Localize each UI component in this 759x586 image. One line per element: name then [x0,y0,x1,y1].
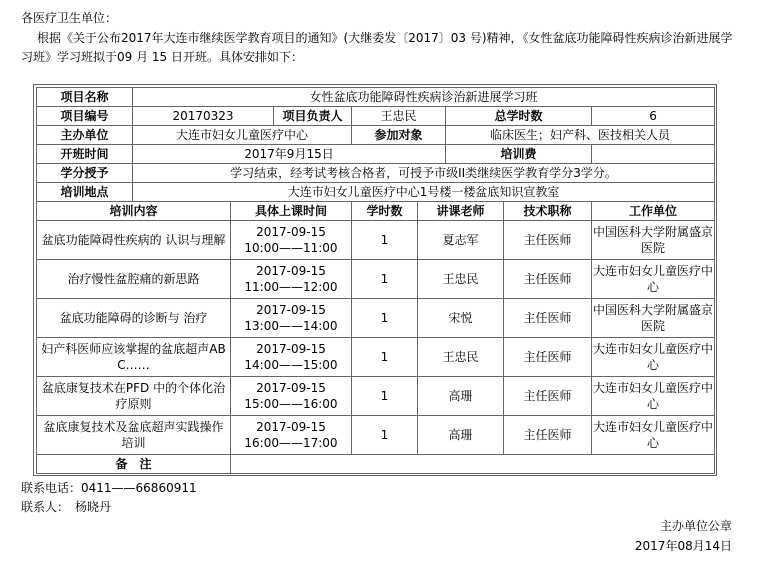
row-teacher: 高珊 [418,416,504,455]
fee-value [592,145,715,164]
column-header-hours: 学时数 [352,202,418,221]
column-header-unit: 工作单位 [592,202,715,221]
info-row-date [37,145,715,164]
row-teacher: 王忠民 [418,260,504,299]
audience-label: 参加对象 [352,126,446,145]
note-label: 备 注 [37,455,231,474]
audience-value: 临床医生；妇产科、医技相关人员 [446,126,715,145]
schedule-header-row [37,202,715,221]
table-row [37,338,715,377]
training-table [36,87,715,474]
row-hours: 1 [352,299,418,338]
place-label: 培训地点 [37,183,133,202]
row-unit: 大连市妇女儿童医疗中心 [592,338,715,377]
row-content: 妇产科医师应该掌握的盆底超声ABC…… [37,338,231,377]
info-row-code [37,107,715,126]
info-row-host [37,126,715,145]
issue-date: 2017年08月14日 [634,539,732,553]
leader-value: 王忠民 [352,107,446,126]
row-hours: 1 [352,221,418,260]
salutation: 各医疗卫生单位： [21,11,118,25]
fee-label: 培训费 [446,145,592,164]
note-value [231,455,715,474]
row-title: 主任医师 [504,260,592,299]
info-row-name [37,88,715,107]
row-time-range: 14:00——15:00 [244,358,338,372]
table-row [37,416,715,455]
row-time [231,338,352,377]
row-hours: 1 [352,377,418,416]
date-label: 开班时间 [37,145,133,164]
column-header-teacher: 讲课老师 [418,202,504,221]
row-hours: 1 [352,416,418,455]
row-unit: 中国医科大学附属盛京医院 [592,299,715,338]
host-value: 大连市妇女儿童医疗中心 [133,126,352,145]
table-row [37,221,715,260]
row-hours: 1 [352,338,418,377]
seal-label: 主办单位公章 [659,519,732,533]
name-value: 女性盆底功能障碍性疾病诊治新进展学习班 [133,88,715,107]
row-date: 2017-09-15 [256,420,326,434]
table-row [37,377,715,416]
row-title: 主任医师 [504,377,592,416]
info-row-credit [37,164,715,183]
table-row [37,299,715,338]
row-date: 2017-09-15 [256,381,326,395]
row-content: 盆底功能障碍性疾病的 认识与理解 [37,221,231,260]
intro-line-1: 根据《关于公布2017年大连市继续医学教育项目的通知》(大继委发〔2017〕03 号)精神，《女性盆底功能障碍性疾病诊治新进展学 [37,31,733,45]
info-row-place [37,183,715,202]
contact-phone: 联系电话：0411——66860911 [21,481,197,495]
row-date: 2017-09-15 [256,225,326,239]
row-teacher: 夏志军 [418,221,504,260]
row-unit: 大连市妇女儿童医疗中心 [592,260,715,299]
row-time [231,299,352,338]
row-unit: 中国医科大学附属盛京医院 [592,221,715,260]
name-label: 项目名称 [37,88,133,107]
table-row [37,260,715,299]
row-title: 主任医师 [504,221,592,260]
note-row [37,455,715,474]
row-content: 盆底康复技术及盆底超声实践操作培训 [37,416,231,455]
code-value: 20170323 [133,107,274,126]
row-date: 2017-09-15 [256,264,326,278]
row-time [231,260,352,299]
row-title: 主任医师 [504,299,592,338]
host-label: 主办单位 [37,126,133,145]
leader-label: 项目负责人 [274,107,352,126]
row-hours: 1 [352,260,418,299]
hours-label: 总学时数 [446,107,592,126]
credit-label: 学分授予 [37,164,133,183]
row-unit: 大连市妇女儿童医疗中心 [592,416,715,455]
column-header-title: 技术职称 [504,202,592,221]
credit-value: 学习结束，经考试考核合格者，可授予市级II类继续医学教育学分3学分。 [133,164,715,183]
column-header-content: 培训内容 [37,202,231,221]
row-time [231,377,352,416]
hours-value: 6 [592,107,715,126]
row-date: 2017-09-15 [256,303,326,317]
row-time-range: 13:00——14:00 [244,319,338,333]
contact-person: 联系人： 杨晓丹 [21,500,112,514]
row-title: 主任医师 [504,416,592,455]
date-value: 2017年9月15日 [133,145,446,164]
intro-line-2: 习班》学习班拟于09 月 15 日开班。具体安排如下： [21,50,303,64]
row-teacher: 高珊 [418,377,504,416]
row-time-range: 10:00——11:00 [244,241,338,255]
column-header-time: 具体上课时间 [231,202,352,221]
row-time-range: 16:00——17:00 [244,436,338,450]
row-time [231,221,352,260]
row-time [231,416,352,455]
row-title: 主任医师 [504,338,592,377]
row-teacher: 宋悦 [418,299,504,338]
row-time-range: 15:00——16:00 [244,397,338,411]
row-content: 治疗慢性盆腔痛的新思路 [37,260,231,299]
row-teacher: 王忠民 [418,338,504,377]
row-date: 2017-09-15 [256,342,326,356]
place-value: 大连市妇女儿童医疗中心1号楼一楼盆底知识宣教室 [133,183,715,202]
row-time-range: 11:00——12:00 [244,280,338,294]
code-label: 项目编号 [37,107,133,126]
row-unit: 大连市妇女儿童医疗中心 [592,377,715,416]
row-content: 盆底功能障碍的诊断与 治疗 [37,299,231,338]
row-content: 盆底康复技术在PFD 中的个体化治疗原则 [37,377,231,416]
